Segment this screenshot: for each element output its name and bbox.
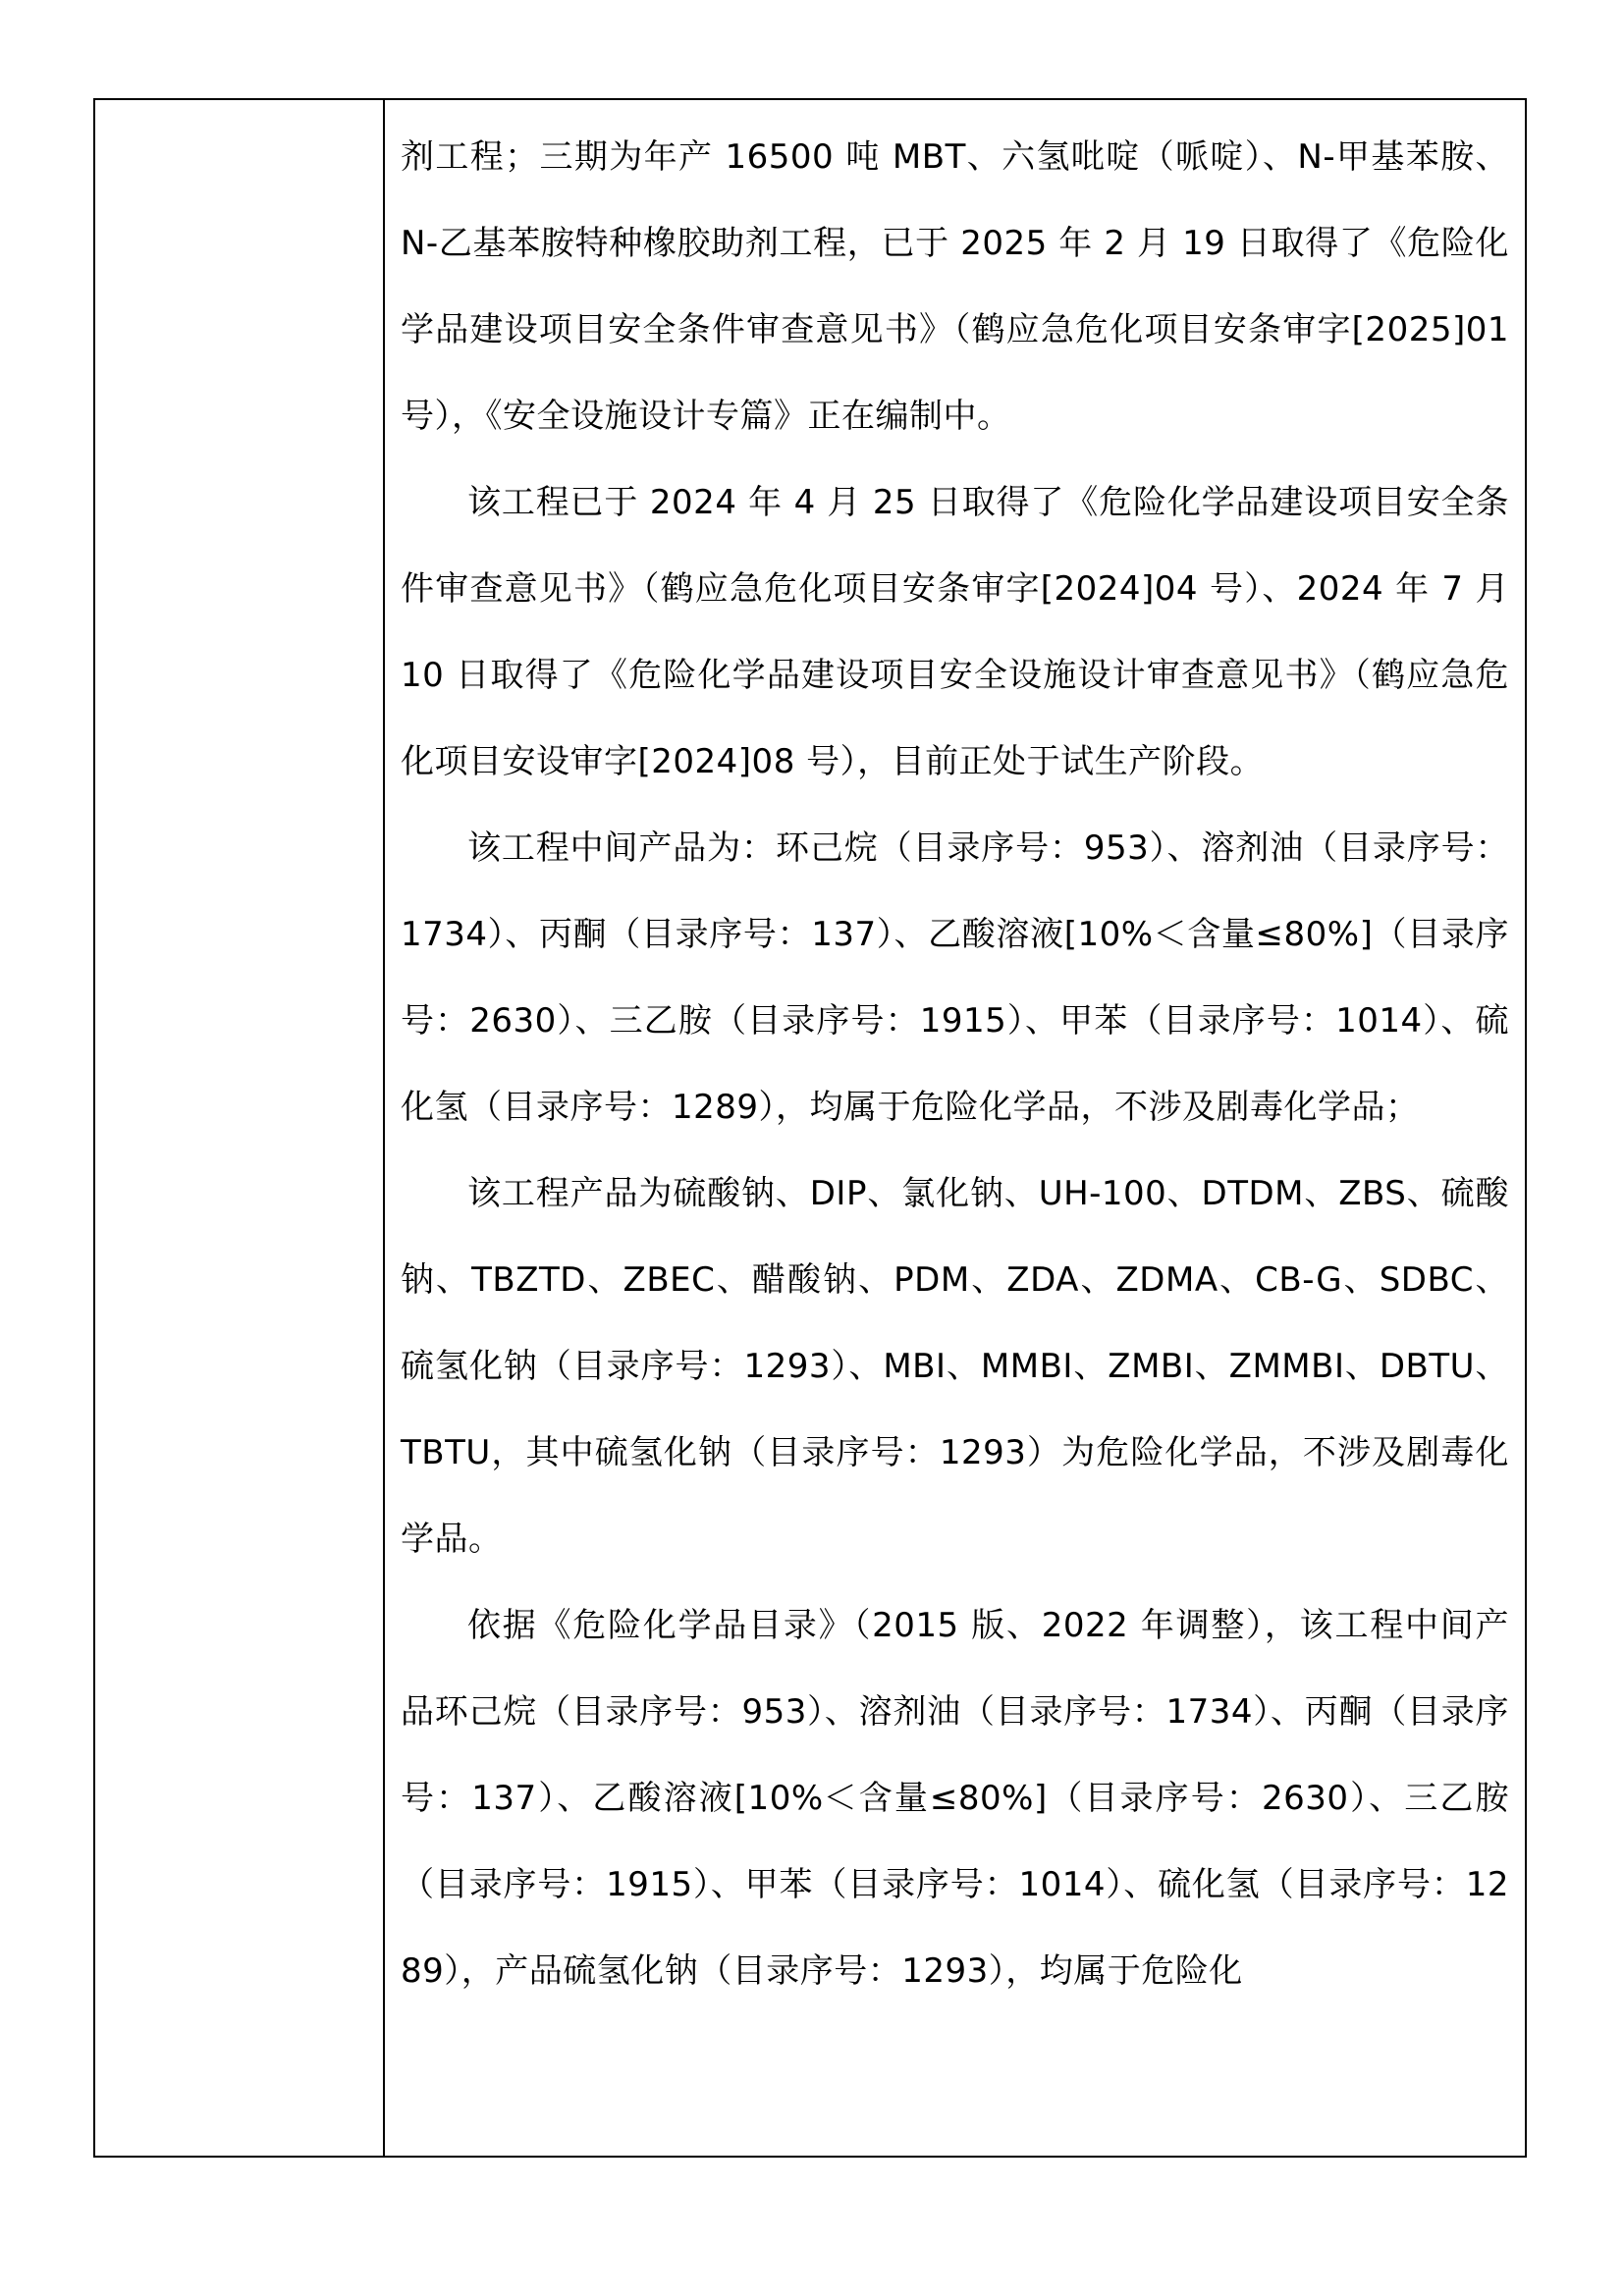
paragraph-final-products: 该工程产品为硫酸钠、DIP、氯化钠、UH-100、DTDM、ZBS、硫酸钠、TBZTD、ZBEC、醋酸钠、PDM、ZDA、ZDMA、CB-G、SDBC、硫氢化钠（目录序号：1293）、MBI、MMBI、ZMBI、ZMMBI、DBTU、TBTU，其中硫氢化钠（目录序号：1293）为危险化学品，不涉及剧毒化学品。 bbox=[401, 1174, 1509, 1559]
table-left-cell bbox=[95, 100, 385, 2156]
paragraph-intermediate-products: 该工程中间产品为：环己烷（目录序号：953）、溶剂油（目录序号：1734）、丙酮（目录序号：137）、乙酸溶液[10%＜含量≤80%]（目录序号：2630）、三乙胺（目录序号：1915）、甲苯（目录序号：1014）、硫化氢（目录序号：1289），均属于危险化学品，不涉及剧毒化学品； bbox=[401, 828, 1509, 1127]
paragraph-phase-three: 剂工程；三期为年产 16500 吨 MBT、六氢吡啶（哌啶）、N-甲基苯胺、N-乙基苯胺特种橡胶助剂工程，已于 2025 年 2 月 19 日取得了《危险化学品建设项目安全条件审查意见书》（鹤应急危化项目安条审字[2025]01 号），《安全设施设计专篇》正在编制中。 bbox=[401, 137, 1509, 436]
paragraph-approval-history: 该工程已于 2024 年 4 月 25 日取得了《危险化学品建设项目安全条件审查意见书》（鹤应急危化项目安条审字[2024]04 号）、2024 年 7 月 10 日取得了《危险化学品建设项目安全设施设计审查意见书》（鹤应急危化项目安设审字[2024]08 号），目前正处于试生产阶段。 bbox=[401, 483, 1509, 781]
table-right-cell bbox=[385, 100, 1525, 2156]
paragraph-catalog-basis: 依据《危险化学品目录》（2015 版、2022 年调整），该工程中间产品环己烷（目录序号：953）、溶剂油（目录序号：1734）、丙酮（目录序号：137）、乙酸溶液[10%＜含量≤80%]（目录序号：2630）、三乙胺（目录序号：1915）、甲苯（目录序号：1014）、硫化氢（目录序号：1289），产品硫氢化钠（目录序号：1293），均属于危险化 bbox=[401, 1606, 1509, 1991]
document-table bbox=[93, 98, 1527, 2158]
